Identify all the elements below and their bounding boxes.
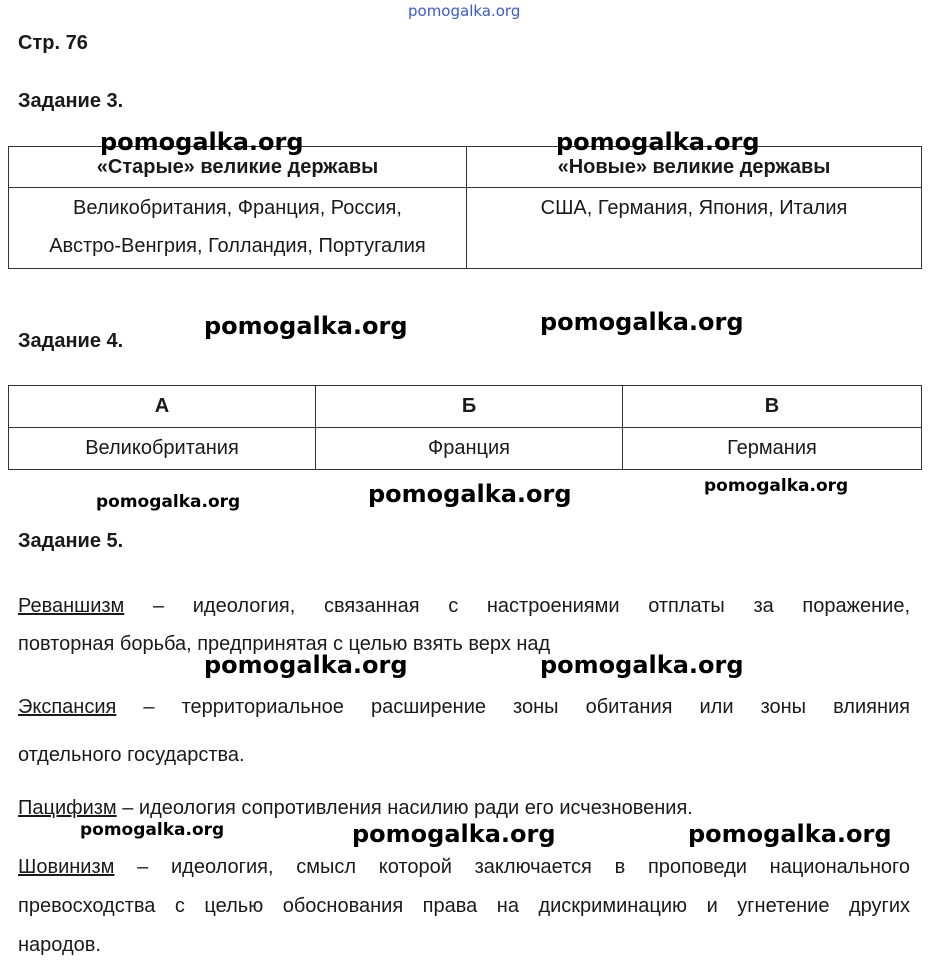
definition-text: превосходства с целью обоснования права на дискриминацию и угнетение других: [18, 895, 910, 917]
task3-old-line: Великобритания, Франция, Россия,: [73, 197, 402, 219]
watermark: pomogalka.org: [540, 308, 744, 336]
definition-chauvinism: [18, 848, 910, 965]
definition-revanchism: [18, 587, 910, 663]
task3-new-line: США, Германия, Япония, Италия: [540, 197, 848, 219]
task4-header-c: В: [623, 386, 922, 428]
task4-table: [8, 385, 922, 470]
definition-line: [18, 587, 910, 625]
watermark: pomogalka.org: [540, 651, 744, 679]
definition-text: – идеология, смысл которой заключается в проповеди национального: [114, 856, 910, 878]
task4-cell-b: Франция: [316, 428, 623, 470]
definition-pacifism: [18, 795, 910, 821]
definition-text: – идеология сопротивления насилию ради его исчезновения.: [116, 797, 693, 819]
page-ref: Стр. 76: [18, 32, 88, 54]
watermark: pomogalka.org: [352, 820, 556, 848]
task3-header-old: «Старые» великие державы: [9, 147, 467, 188]
task3-header-new: «Новые» великие державы: [467, 147, 922, 188]
definition-text: – территориальное расширение зоны обитания или зоны влияния: [116, 696, 910, 718]
task4-title: Задание 4.: [18, 330, 124, 352]
watermark: pomogalka.org: [96, 492, 241, 512]
definition-text: отдельного государства.: [18, 744, 245, 766]
watermark: pomogalka.org: [408, 2, 521, 20]
task4-header-a: А: [9, 386, 316, 428]
term-pacifism: Пацифизм: [18, 797, 117, 819]
watermark: pomogalka.org: [204, 312, 408, 340]
term-revanchism: Реваншизм: [18, 595, 125, 617]
task3-title: Задание 3.: [18, 90, 124, 112]
term-chauvinism: Шовинизм: [18, 856, 115, 878]
task5-title: Задание 5.: [18, 530, 124, 552]
task4-header-b: Б: [316, 386, 623, 428]
watermark: pomogalka.org: [556, 128, 760, 156]
watermark: pomogalka.org: [688, 820, 892, 848]
watermark: pomogalka.org: [204, 651, 408, 679]
task3-old-line: Австро-Венгрия, Голландия, Португалия: [49, 235, 426, 257]
table-row: [9, 386, 922, 428]
table-row: [9, 188, 922, 269]
watermark: pomogalka.org: [100, 128, 304, 156]
definition-text: – идеология, связанная с настроениями отплаты за поражение,: [124, 595, 910, 617]
definition-line: [18, 848, 910, 887]
table-row: [9, 428, 922, 470]
task3-cell-old: [9, 188, 467, 269]
task4-cell-c: Германия: [623, 428, 922, 470]
definition-expansion: [18, 683, 910, 779]
watermark: pomogalka.org: [704, 476, 849, 496]
definition-text: народов.: [18, 934, 101, 956]
definition-line: [18, 795, 910, 821]
term-expansion: Экспансия: [18, 696, 117, 718]
task4-cell-a: Великобритания: [9, 428, 316, 470]
definition-text: повторная борьба, предпринятая с целью взять верх над: [18, 633, 551, 655]
watermark: pomogalka.org: [368, 480, 572, 508]
definition-line: [18, 683, 910, 731]
watermark: pomogalka.org: [80, 820, 225, 840]
task3-cell-new: [467, 188, 922, 269]
task3-table: [8, 146, 922, 269]
